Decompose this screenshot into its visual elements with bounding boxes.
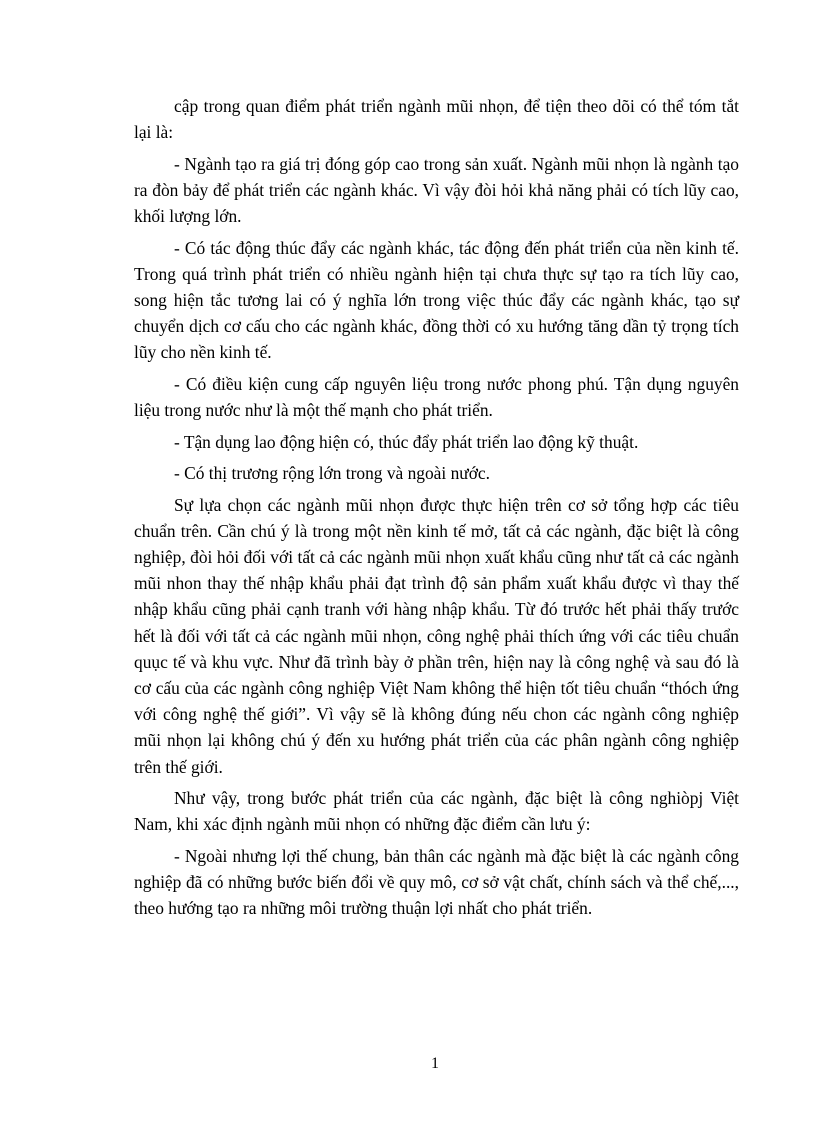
paragraph-bullet-advantages: - Ngoài nhưng lợi thế chung, bản thân các ngành mà đặc biệt là các ngành công nghiệp đã có những bước biến đổi về quy mô, cơ sở vật chất, chính sách và thể chế,..., theo hướng tạo ra những môi trường thuận lợi nhất cho phát triển.: [134, 845, 739, 919]
paragraph-bullet-raw-materials: - Có điều kiện cung cấp nguyên liệu trong nước phong phú. Tận dụng nguyên liệu trong nước như là một thế mạnh cho phát triển.: [134, 373, 739, 421]
paragraph-bullet-value-contribution: - Ngành tạo ra giá trị đóng góp cao trong sản xuất. Ngành mũi nhọn là ngành tạo ra đòn bảy để phát triển các ngành khác. Vì vậy đòi hỏi khả năng phải có tích lũy cao, khối lượng lớn.: [134, 153, 739, 227]
paragraph-bullet-labor: - Tận dụng lao động hiện có, thúc đẩy phát triển lao động kỹ thuật.: [174, 431, 639, 452]
page-number: 1: [431, 1055, 439, 1072]
paragraph-intro-continuation: cập trong quan điểm phát triển ngành mũi nhọn, để tiện theo dõi có thể tóm tắt lại là:: [134, 96, 739, 143]
paragraph-selection-criteria: Sự lựa chọn các ngành mũi nhọn được thực hiện trên cơ sở tổng hợp các tiêu chuẩn trên. Cần chú ý là trong một nền kinh tế mở, tất cả các ngành, đặc biệt là công nghiệp, đòi hỏi đối với tất cả các ngành mũi nhọn xuất khẩu cũng như tất cả các ngành mũi nhon thay thế nhập khẩu phải đạt trình độ sản phẩm xuất khẩu được vì thay thế nhập khẩu cũng phải cạnh tranh với hàng nhập khẩu. Từ đó trước hết phải thấy trước hết là đối với tất cả các ngành mũi nhọn, công nghệ phải thích ứng với các tiêu chuẩn quục tế và khu vực. Như đã trình bày ở phần trên, hiện nay là công nghệ và sau đó là cơ cấu của các ngành công nghiệp Việt Nam không thể hiện tốt tiêu chuẩn “thóch ứng với công nghệ thế giới”. Vì vậy sẽ là không đúng nếu chon các ngành công nghiệp mũi nhọn lại không chú ý đến xu hướng phát triển của các phân ngành công nghiệp trên thế giới.: [134, 494, 739, 777]
paragraph-bullet-promote-other-sectors: - Có tác động thúc đẩy các ngành khác, tác động đến phát triển của nền kinh tế. Trong quá trình phát triển có nhiều ngành hiện tại chưa thực sự tạo ra tích lũy cao, song hiện tắc tương lai có ý nghĩa lớn trong việc thúc đẩy các ngành khác, tạo sự chuyển dịch cơ cấu cho các ngành khác, đồng thời có xu hướng tăng dần tỷ trọng tích lũy cho nền kinh tế.: [134, 237, 739, 363]
document-body: [134, 93, 739, 921]
paragraph-vietnam-characteristics: Như vậy, trong bước phát triển của các ngành, đặc biệt là công nghiòpj Việt Nam, khi xác định ngành mũi nhọn có những đặc điểm cần lưu ý:: [134, 788, 739, 835]
paragraph-bullet-market: - Có thị trương rộng lớn trong và ngoài nước.: [174, 463, 490, 484]
